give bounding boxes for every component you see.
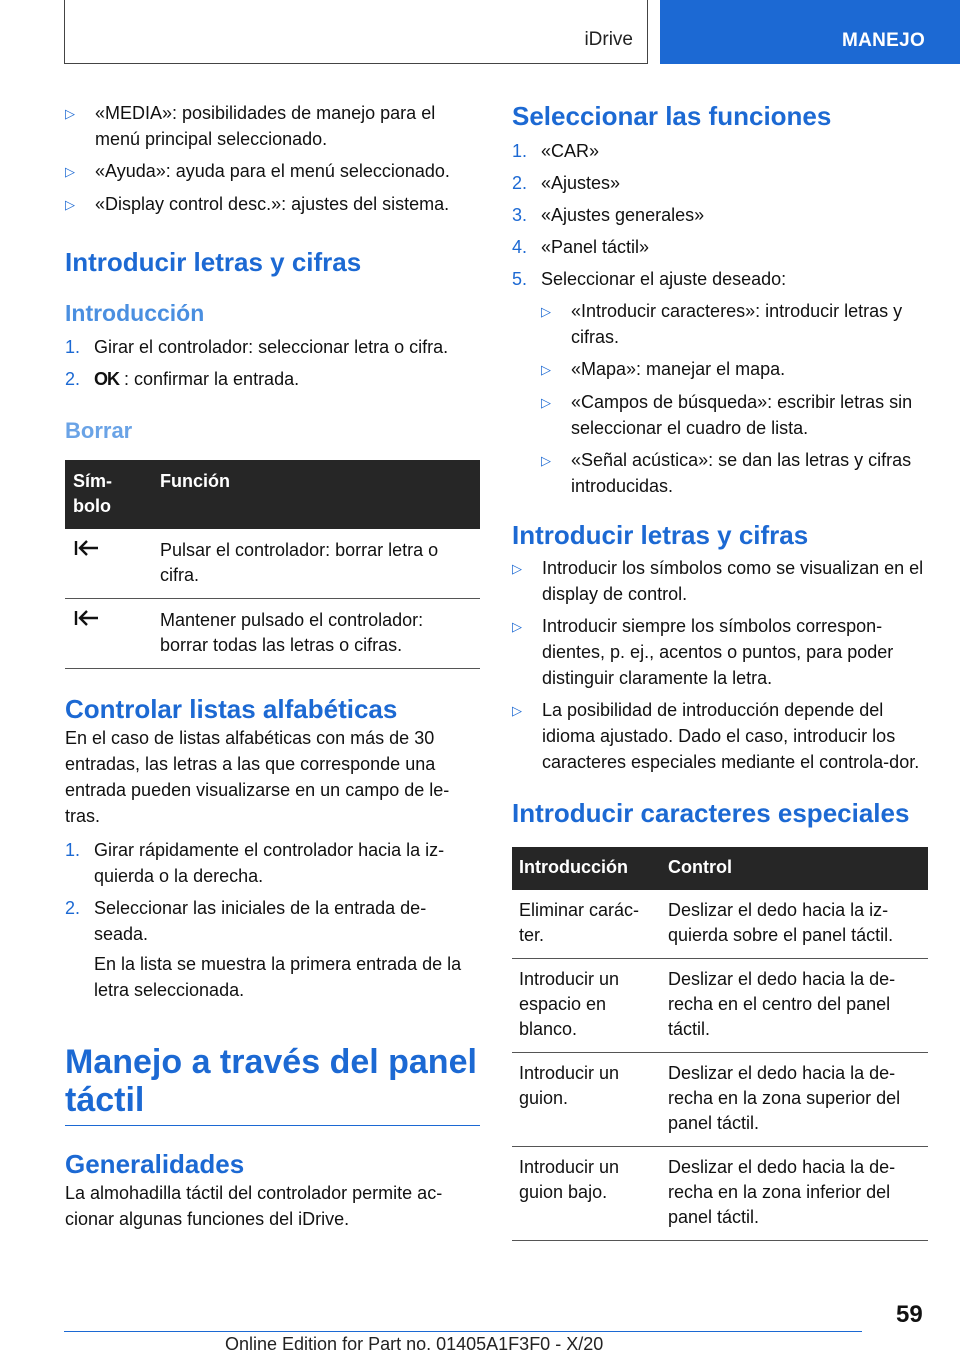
triangle-bullet-icon: ▷	[541, 453, 551, 468]
step-note: En la lista se muestra la primera entrada de la letra seleccionada.	[94, 954, 462, 1000]
right-column	[512, 100, 928, 1241]
step-item: 1. Girar rápidamente el controlador hacia la iz-quierda o la derecha.	[65, 840, 445, 886]
triangle-bullet-icon: ▷	[65, 164, 75, 179]
triangle-bullet-icon: ▷	[65, 197, 75, 212]
heading-general: Generalidades	[65, 1149, 245, 1179]
step-item: 3. «Ajustes generales»	[512, 205, 705, 225]
paragraph: En el caso de listas alfabéticas con más de 30 entradas, las letras a las que corresponde una entrada pueden visualizarse en un campo de le-tras.	[65, 728, 450, 826]
left-column	[65, 100, 480, 1232]
list-item: ▷ «Señal acústica»: se dan las letras y cifras introducidas.	[541, 447, 928, 499]
triangle-bullet-icon: ▷	[541, 362, 551, 377]
header-chapter-label: MANEJO	[842, 30, 926, 51]
backspace-icon	[73, 608, 101, 628]
triangle-bullet-icon: ▷	[541, 395, 551, 410]
list-item: ▷ «Introducir caracteres»: introducir letras y cifras.	[541, 298, 928, 350]
list-item: ▷ La posibilidad de introducción depende del idioma ajustado. Dado el caso, introducir los caracteres especiales mediante el controla-dor.	[512, 697, 928, 775]
step-item: 2. OK : confirmar la entrada.	[65, 369, 300, 389]
table-header: Introducción	[512, 847, 661, 890]
heading-touchpad: Manejo a través del panel táctil	[65, 1043, 477, 1119]
header-section-label: iDrive	[584, 29, 633, 50]
list-item: ▷ «Campos de búsqueda»: escribir letras sin seleccionar el cuadro de lista.	[541, 389, 928, 441]
heading-letters-digits: Introducir letras y cifras	[65, 247, 362, 277]
step-item: 2. Seleccionar las iniciales de la entrada de-seada.	[65, 898, 427, 944]
list-item: ▷ «MEDIA»: posibilidades de manejo para el menú principal seleccionado.	[65, 100, 480, 152]
table-row: Pulsar el controlador: borrar letra o cifra.	[65, 529, 480, 599]
triangle-bullet-icon: ▷	[512, 703, 522, 718]
triangle-bullet-icon: ▷	[512, 619, 522, 634]
step-item: 1. «CAR»	[512, 141, 600, 161]
table-row: Eliminar carác-ter. Deslizar el dedo hacia la iz-quierda sobre el panel táctil.	[512, 890, 928, 959]
table-row: Introducir un espacio en blanco. Deslizar el dedo hacia la de-recha en el centro del panel táctil.	[512, 959, 928, 1053]
step-item: 4. «Panel táctil»	[512, 237, 650, 257]
footer-rule	[64, 1331, 862, 1332]
footer-edition: Online Edition for Part no. 01405A1F3F0 - X/20	[225, 1334, 604, 1354]
list-item: ▷ «Ayuda»: ayuda para el menú seleccionado.	[65, 158, 480, 185]
heading-select-functions: Seleccionar las funciones	[512, 101, 832, 131]
table-row: Introducir un guion bajo. Deslizar el dedo hacia la de-recha en la zona inferior del panel táctil.	[512, 1147, 928, 1241]
special-characters-table	[512, 847, 928, 1241]
heading-special-characters: Introducir caracteres especiales	[512, 798, 910, 828]
triangle-bullet-icon: ▷	[65, 106, 75, 121]
table-header: Función	[152, 460, 480, 529]
heading-delete: Borrar	[65, 418, 133, 443]
list-item: ▷ Introducir los símbolos como se visualizan en el display de control.	[512, 555, 928, 607]
backspace-icon	[73, 538, 101, 558]
header-chapter-tab	[660, 0, 960, 64]
list-item: ▷ «Mapa»: manejar el mapa.	[541, 356, 928, 383]
delete-table	[65, 460, 480, 669]
heading-letters-digits-2: Introducir letras y cifras	[512, 520, 809, 550]
step-item: 1. Girar el controlador: seleccionar letra o cifra.	[65, 337, 449, 357]
triangle-bullet-icon: ▷	[541, 304, 551, 319]
page-number: 59	[896, 1301, 923, 1328]
triangle-bullet-icon: ▷	[512, 561, 522, 576]
heading-alphabetic-lists: Controlar listas alfabéticas	[65, 694, 398, 724]
step-item: 5. Seleccionar el ajuste deseado:	[512, 269, 787, 289]
list-item: ▷ «Display control desc.»: ajustes del sistema.	[65, 191, 480, 218]
table-header: Sím- bolo	[65, 460, 152, 529]
paragraph: La almohadilla táctil del controlador permite ac-cionar algunas funciones del iDrive.	[65, 1183, 443, 1229]
list-item: ▷ Introducir siempre los símbolos correspon-dientes, p. ej., acentos o puntos, para poder distinguir claramente la letra.	[512, 613, 928, 691]
table-header: Control	[661, 847, 928, 890]
step-item: 2. «Ajustes»	[512, 173, 621, 193]
ok-symbol: OK	[94, 369, 119, 389]
table-row: Introducir un guion. Deslizar el dedo hacia la de-recha en la zona superior del panel táctil.	[512, 1053, 928, 1147]
table-row: Mantener pulsado el controlador: borrar todas las letras o cifras.	[65, 599, 480, 669]
header-section-box	[64, 0, 648, 64]
heading-introduction: Introducción	[65, 300, 205, 326]
